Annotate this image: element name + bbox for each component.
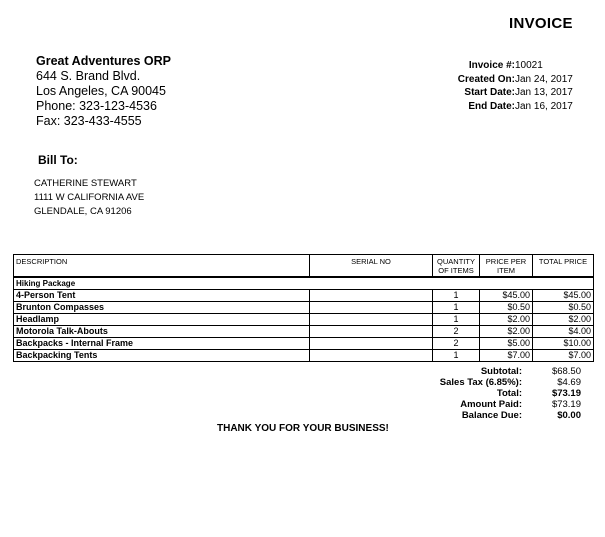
- subtotal-value: $68.50: [551, 366, 581, 377]
- thank-you-message: THANK YOU FOR YOUR BUSINESS!: [217, 423, 389, 434]
- section-row: [14, 277, 594, 290]
- item-serial: [310, 326, 433, 338]
- invoice-meta: [430, 59, 573, 113]
- table-row: [14, 350, 594, 362]
- item-price: $7.00: [480, 350, 533, 362]
- item-price: $0.50: [480, 302, 533, 314]
- item-description: Backpacks - Internal Frame: [14, 338, 310, 350]
- balance-due-value: $0.00: [557, 410, 581, 421]
- header-description: DESCRIPTION: [14, 255, 310, 278]
- invoice-number-label: Invoice #:: [468, 60, 515, 71]
- item-price: $2.00: [480, 326, 533, 338]
- invoice-number: 10021: [515, 60, 543, 71]
- item-description: 4-Person Tent: [14, 290, 310, 302]
- company-address-line2: Los Angeles, CA 90045: [36, 84, 166, 98]
- item-price: $45.00: [480, 290, 533, 302]
- item-description: Brunton Compasses: [14, 302, 310, 314]
- bill-to-address-line1: 1111 W CALIFORNIA AVE: [34, 192, 145, 203]
- item-total: $45.00: [533, 290, 594, 302]
- table-row: [14, 326, 594, 338]
- item-quantity: 1: [433, 350, 480, 362]
- start-date-label: Start Date:: [464, 87, 515, 98]
- totals-block: [410, 366, 581, 421]
- bill-to-address-line2: GLENDALE, CA 91206: [34, 206, 132, 217]
- item-total: $2.00: [533, 314, 594, 326]
- item-serial: [310, 302, 433, 314]
- bill-to-name: CATHERINE STEWART: [34, 178, 137, 189]
- table-row: [14, 338, 594, 350]
- company-name: Great Adventures ORP: [36, 54, 171, 68]
- item-description: Backpacking Tents: [14, 350, 310, 362]
- company-fax: Fax: 323-433-4555: [36, 114, 142, 128]
- end-date-label: End Date:: [468, 100, 515, 112]
- item-price: $2.00: [480, 314, 533, 326]
- table-row: [14, 302, 594, 314]
- item-quantity: 1: [433, 314, 480, 326]
- invoice-title: INVOICE: [509, 15, 573, 32]
- item-quantity: 1: [433, 302, 480, 314]
- item-quantity: 2: [433, 326, 480, 338]
- item-serial: [310, 290, 433, 302]
- company-block: [36, 54, 171, 129]
- item-serial: [310, 350, 433, 362]
- header-price: PRICE PER ITEM: [480, 255, 533, 278]
- amount-paid-label: Amount Paid:: [460, 399, 522, 410]
- item-price: $5.00: [480, 338, 533, 350]
- header-total: TOTAL PRICE: [533, 255, 594, 278]
- sales-tax-label: Sales Tax (6.85%):: [439, 377, 522, 388]
- item-total: $7.00: [533, 350, 594, 362]
- header-serial: SERIAL NO: [310, 255, 433, 278]
- company-address-line1: 644 S. Brand Blvd.: [36, 69, 141, 83]
- table-row: [14, 290, 594, 302]
- end-date: Jan 16, 2017: [515, 100, 573, 112]
- sales-tax-value: $4.69: [557, 377, 581, 388]
- total-label: Total:: [496, 388, 522, 399]
- item-total: $10.00: [533, 338, 594, 350]
- line-items-table: [13, 254, 594, 362]
- header-quantity: QUANTITY OF ITEMS: [433, 255, 480, 278]
- bill-to-title: Bill To:: [38, 153, 78, 167]
- table-header-row: [14, 255, 594, 278]
- start-date: Jan 13, 2017: [515, 87, 573, 98]
- created-on-date: Jan 24, 2017: [515, 73, 573, 85]
- balance-due-label: Balance Due:: [461, 410, 522, 421]
- section-label: Hiking Package: [14, 277, 594, 290]
- item-serial: [310, 314, 433, 326]
- table-row: [14, 314, 594, 326]
- item-total: $0.50: [533, 302, 594, 314]
- item-serial: [310, 338, 433, 350]
- company-phone: Phone: 323-123-4536: [36, 99, 157, 113]
- subtotal-label: Subtotal:: [480, 366, 522, 377]
- item-total: $4.00: [533, 326, 594, 338]
- created-on-label: Created On:: [457, 73, 515, 85]
- amount-paid-value: $73.19: [551, 399, 581, 410]
- item-description: Headlamp: [14, 314, 310, 326]
- bill-to-block: [34, 177, 144, 219]
- item-description: Motorola Talk-Abouts: [14, 326, 310, 338]
- total-value: $73.19: [551, 388, 581, 399]
- item-quantity: 2: [433, 338, 480, 350]
- item-quantity: 1: [433, 290, 480, 302]
